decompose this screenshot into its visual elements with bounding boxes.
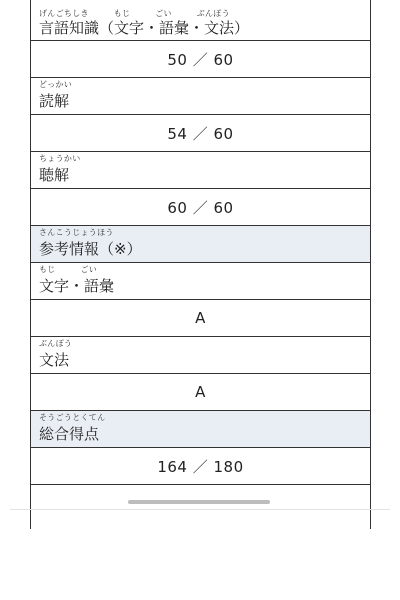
truncated-row (31, 485, 370, 529)
listening-label: 聴解 (39, 166, 70, 184)
reference-info-header (31, 226, 370, 263)
reading-furigana: どっかい (39, 80, 73, 89)
total-score-header (31, 411, 370, 448)
listening-header (31, 152, 370, 189)
grammar-furigana: ぶんぽう (39, 339, 73, 348)
vocabulary-grade: A (31, 300, 370, 337)
grammar-header (31, 337, 370, 374)
listening-score: 60 ／ 60 (31, 189, 370, 226)
reference-info-label: 参考情報（※） (39, 240, 142, 258)
bottom-divider (10, 509, 390, 510)
home-indicator-bar[interactable] (128, 500, 270, 504)
grammar-grade: A (31, 374, 370, 411)
total-score-label: 総合得点 (39, 425, 100, 443)
reading-header (31, 78, 370, 115)
listening-furigana: ちょうかい (39, 154, 81, 163)
language-knowledge-label: 言語知識（文字・語彙・文法） (39, 19, 250, 37)
total-score-furigana: そうごうとくてん (39, 413, 106, 422)
vocabulary-header (31, 263, 370, 300)
language-knowledge-header (31, 0, 370, 41)
vocabulary-label: 文字・語彙 (39, 277, 115, 295)
reading-label: 読解 (39, 92, 70, 110)
total-score-value: 164 ／ 180 (31, 448, 370, 485)
results-table (30, 0, 371, 529)
reference-info-furigana: さんこうじょうほう (39, 228, 114, 237)
grammar-label: 文法 (39, 351, 70, 369)
vocabulary-furigana: もじ ごい (39, 265, 98, 274)
language-knowledge-furigana: げんごちしき もじ ごい ぶんぽう (39, 9, 230, 18)
language-knowledge-score: 50 ／ 60 (31, 41, 370, 78)
reading-score: 54 ／ 60 (31, 115, 370, 152)
